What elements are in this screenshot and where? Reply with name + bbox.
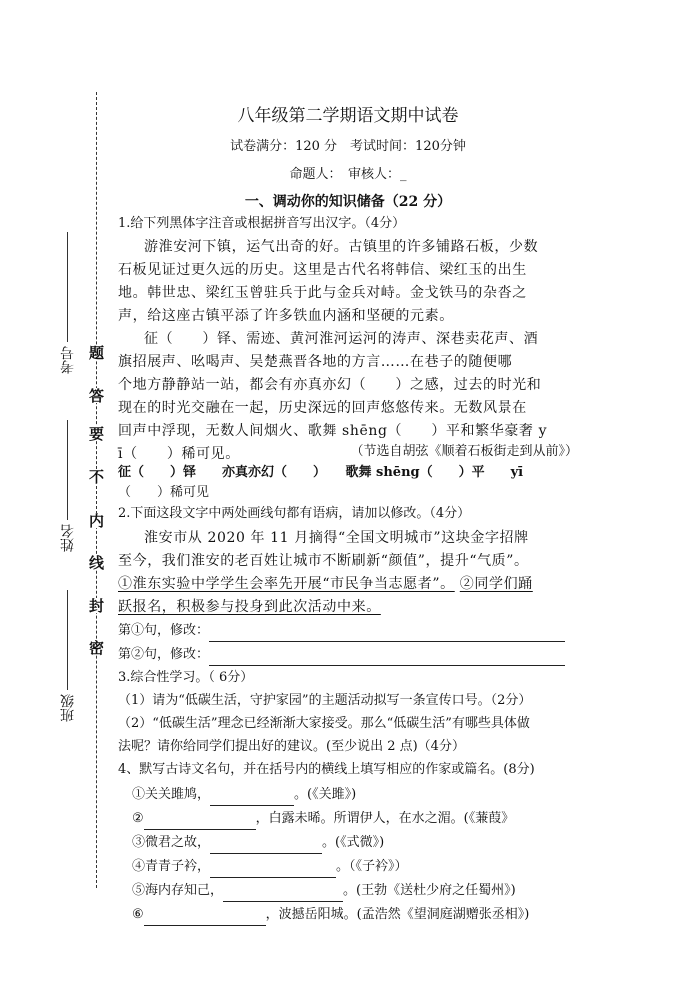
seal-char: 密 (87, 640, 105, 655)
q4-item (132, 808, 592, 830)
exam-info: 试卷满分：120 分 考试时间：120分钟 (230, 139, 466, 154)
setters-line: 命题人： 审核人：_ (289, 167, 407, 182)
q1-para2-line: 现在的时光交融在一起，历史深远的回声悠悠传来。无数风景在 (118, 400, 527, 416)
q1-para1-line: 地。韩世忠、梁红玉曾驻兵于此与金兵对峙。金戈铁马的杂沓之 (118, 285, 527, 301)
q2-fix2-answer-line[interactable] (209, 651, 565, 666)
q4-answer-blank[interactable] (210, 863, 336, 878)
q1-para1-line: 声，给这座古镇平添了许多铁血内涵和坚硬的元素。 (118, 308, 454, 324)
q2-para-line: 淮安市从 2020 年 11 月摘得“全国文明城市”这块金字招牌 (144, 530, 529, 546)
q4-prompt: 4、默写古诗文名句，并在括号内的横线上填写相应的作家或篇名。(8分) (118, 762, 535, 777)
q1-para2-line: 个地方静静站一站，都会有亦真亦幻（ ）之感，过去的时光和 (118, 377, 542, 393)
seal-char: 封 (87, 598, 105, 613)
q3-part1: （1）请为“低碳生活，守护家园”的主题活动拟写一条宣传口号。（2分） (118, 693, 532, 708)
q2-para-line: 至今，我们淮安的老百姓让城市不断刷新“颜值”，提升“气质”。 (118, 553, 529, 569)
q4-answer-blank[interactable] (144, 911, 266, 926)
q1-para1-line: 游淮安河下镇，运气出奇的好。古镇里的许多铺路石板，少数 (144, 239, 539, 255)
q4-item-post: 。(王勃《送杜少府之任蜀州》) (343, 883, 516, 898)
q2-sentence-1: ①淮东实验中学学生会率先开展“市民争当志愿者”。 (118, 576, 455, 592)
seal-char: 内 (87, 513, 105, 528)
q4-item-pre: ④青青子衿， (132, 859, 211, 874)
binding-dashed-line (96, 92, 97, 888)
class-blank[interactable] (68, 590, 69, 690)
q1-para1-line: 石板见证过更久远的历史。这里是古代名将韩信、梁红玉的出生 (118, 262, 527, 278)
q2-sentence-2b: 跃报名，积极参与投身到此次活动中来。 (118, 599, 381, 615)
q1-prompt: 1.给下列黑体字注音或根据拼音写出汉字。（4分） (118, 216, 406, 231)
seal-char: 题 (87, 345, 105, 360)
q2-fix-row (118, 644, 578, 666)
q2-sentence-line (118, 573, 578, 595)
q2-fix1-answer-line[interactable] (209, 627, 565, 642)
q1-source: （节选自胡弦《顺着石板街走到从前》） (350, 444, 578, 459)
class-field (58, 590, 78, 722)
seal-char: 线 (87, 555, 105, 570)
q1-answers-line[interactable]: 征（ ）铎 亦真亦幻（ ） 歌舞 shēng（ ）平 yī (118, 465, 524, 480)
section-heading: 一、调动你的知识储备（22 分） (244, 194, 452, 210)
q2-sentence-2a: ②同学们踊 (459, 576, 533, 592)
seal-char: 答 (87, 388, 105, 403)
page-title: 八年级第二学期语文期中试卷 (237, 106, 459, 126)
q1-answers-line[interactable]: （ ）稀可见 (118, 485, 210, 500)
exam-number-label: 考号 (60, 346, 76, 374)
class-label: 班级 (60, 694, 76, 722)
name-label: 姓名 (60, 524, 76, 552)
q1-para2-line: 旗招展声、吆喝声、吴楚燕晋各地的方言……在巷子的随便哪 (118, 354, 513, 370)
q2-fix1-label: 第①句，修改： (118, 623, 210, 638)
q4-item-pre: ①关关雎鸠， (132, 787, 211, 802)
q2-fix2-label: 第②句，修改： (118, 647, 210, 662)
q4-answer-blank[interactable] (144, 815, 256, 830)
exam-number-field (58, 232, 78, 374)
seal-char: 要 (87, 426, 105, 441)
q4-item-post: 。（《子衿》） (336, 859, 408, 874)
q1-para2-line: 回声中浮现，无数人间烟火、歌舞 shēng（ ）平和繁华豪奢 y (118, 423, 548, 439)
q2-fix-row (118, 620, 578, 642)
q3-prompt: 3.综合性学习。（ 6分） (118, 670, 254, 685)
q4-item-post: ，白露未晞。所谓伊人，在水之湄。(《蒹葭》 (255, 811, 515, 826)
q4-item-post: ，波撼岳阳城。(孟浩然《望洞庭湖赠张丞相》) (265, 907, 530, 922)
q4-item-pre: ② (132, 811, 144, 826)
name-field (58, 420, 78, 552)
q4-item-post: 。(《式微》) (322, 835, 385, 850)
q2-sentence-line (118, 596, 578, 618)
q4-item-pre: ③微君之故， (132, 835, 211, 850)
q1-para2-line: 征（ ）铎、需迹、黄河淮河运河的涛声、深巷卖花声、酒 (144, 331, 539, 347)
q4-item (132, 856, 592, 878)
q4-item (132, 880, 592, 902)
q3-part2-line: 法呢？请你给同学们提出好的建议。(至少说出 2 点)（4分） (118, 739, 465, 754)
q4-item (132, 784, 592, 806)
name-blank[interactable] (68, 420, 69, 520)
q4-answer-blank[interactable] (210, 839, 322, 854)
q4-item (132, 832, 592, 854)
q3-part2-line: （2）“低碳生活”理念已经渐渐大家接受。那么“低碳生活”有哪些具体做 (118, 716, 530, 731)
q4-answer-blank[interactable] (223, 887, 343, 902)
q1-para2-line: ī（ ）稀可见。 (118, 446, 240, 462)
q4-item-pre: ⑥ (132, 907, 144, 922)
q4-item-post: 。(《关雎》) (294, 787, 357, 802)
q4-item-pre: ⑤海内存知己， (132, 883, 224, 898)
q2-prompt: 2.下面这段文字中两处画线句都有语病，请加以修改。（4分） (118, 506, 471, 521)
seal-char: 不 (87, 469, 105, 484)
q4-item (132, 904, 592, 926)
q4-answer-blank[interactable] (210, 791, 294, 806)
exam-number-blank[interactable] (68, 232, 69, 342)
